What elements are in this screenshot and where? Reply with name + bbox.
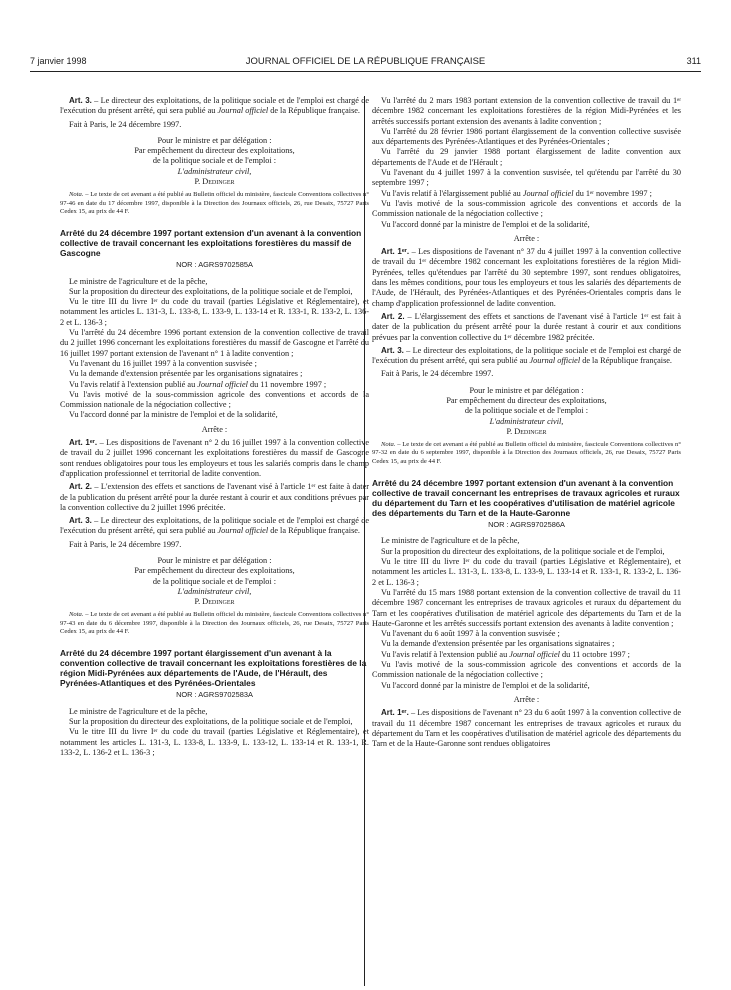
article-2-paragraph: Art. 2. – L'élargissement des effets et sanctions de l'avenant visé à l'article 1ᵉʳ est fait à dater de la publication du présent arrêté pour la durée restant à courir et aux conditions prévues par la convention collective du 1ᵉʳ décembre 1982 précitée. <box>372 311 681 342</box>
body-paragraph: Vu l'avis relatif à l'extension publié au Journal officiel du 11 novembre 1997 ; <box>69 379 327 389</box>
left-column <box>60 96 369 758</box>
body-paragraph: Vu l'accord donné par la ministre de l'emploi et de la solidarité, <box>69 410 278 420</box>
body-paragraph: Vu l'avis motivé de la sous-commission agricole des conventions et accords de la Commission nationale de la négociation collective ; <box>60 389 369 410</box>
signature-line: Par empêchement du directeur des exploitations, <box>134 566 295 576</box>
page-header <box>30 56 701 68</box>
journal-title: JOURNAL OFFICIEL DE LA RÉPUBLIQUE FRANÇAISE <box>245 56 486 67</box>
body-paragraph: Vu le titre III du livre Iᵉʳ du code du travail (parties Législative et Réglementaire), et notamment les articles L. 131-3, L. 133-8, L. 133-9, L. 133-14 et R. 133-1, R. 133-2, L. 136-2 et L. 136-3 ; <box>60 297 369 327</box>
nota-note: Nota. – Le texte de cet avenant a été publié au Bulletin officiel du ministère, fascicule Conventions collectives n° 97-43 en date du 6 décembre 1997, disponible à la Direction des Journaux officiels, 26, rue Desaix, 75727 Paris Cedex 15, au prix de 44 F. <box>60 611 369 635</box>
body-paragraph: Le ministre de l'agriculture et de la pêche, <box>381 536 520 546</box>
signature-line: de la politique sociale et de l'emploi : <box>152 576 277 586</box>
nor-reference: NOR : AGRS9702585A <box>176 260 253 270</box>
body-paragraph: Vu la demande d'extension présentée par les organisations signataires ; <box>69 369 303 379</box>
article-3-paragraph: Art. 3. – Le directeur des exploitations, de la politique sociale et de l'emploi est chargé de l'exécution du présent arrêté, qui sera publié au Journal officiel de la République française. <box>372 345 682 366</box>
article-1-paragraph: Art. 1ᵉʳ. – Les dispositions de l'avenant n° 23 du 6 août 1997 à la convention collective de travail du 11 décembre 1987 concernant les entreprises de travaux agricoles et ruraux du département du Tarn et les coopératives d'utilisation de matériel agricole des départements du Tarn et de la Haute-Garonne sont rendues obligatoires <box>372 708 682 749</box>
signature-line: Pour le ministre et par délégation : <box>157 555 272 565</box>
body-paragraph: Vu l'avenant du 4 juillet 1997 à la convention susvisée, tel qu'étendu par l'arrêté du 30 septembre 1997 ; <box>372 168 681 188</box>
body-paragraph: Vu l'avis motivé de la sous-commission agricole des conventions et accords de la Commission nationale de la négociation collective ; <box>372 660 681 680</box>
body-paragraph: Vu l'avis relatif à l'extension publié au Journal officiel du 11 octobre 1997 ; <box>381 649 630 659</box>
signature-line: Par empêchement du directeur des exploitations, <box>134 146 295 156</box>
body-paragraph: Le ministre de l'agriculture et de la pêche, <box>69 276 208 286</box>
signatory-name: P. Dedinger <box>506 426 547 436</box>
issue-date: 7 janvier 1998 <box>30 56 87 66</box>
signature-line: Par empêchement du directeur des exploitations, <box>446 396 607 406</box>
arrete-heading: Arrête : <box>513 694 540 704</box>
fait-line: Fait à Paris, le 24 décembre 1997. <box>69 119 182 129</box>
article-1-paragraph: Art. 1ᵉʳ. – Les dispositions de l'avenant n° 37 du 4 juillet 1997 à la convention collective de travail du 1ᵉʳ décembre 1982 concernant les exploitations forestières de la région Midi-Pyrénées, telles qu'étendues par l'arrêté du 30 septembre 1997, sont rendues obligatoires, dans les mêmes conditions, pour tous les employeurs et tous les salariés des départements de l'Aude, de l'Hérault, des Pyrénées-Atlantiques et des Pyrénées-Orientales compris dans le champ d'application professionnel de ladite convention. <box>372 247 681 308</box>
body-paragraph: Vu l'arrêté du 28 février 1986 portant élargissement de la convention collective susvisée aux départements des Pyrénées-Atlantiques et des Pyrénées-Orientales ; <box>372 126 681 147</box>
page-number: 311 <box>686 56 701 66</box>
body-paragraph: Vu l'arrêté du 29 janvier 1988 portant élargissement de ladite convention aux départements de l'Aude et de l'Hérault ; <box>372 147 681 167</box>
body-paragraph: Vu l'avenant du 16 juillet 1997 à la convention susvisée ; <box>69 358 257 368</box>
right-column <box>372 96 681 749</box>
body-paragraph: Sur la proposition du directeur des exploitations, de la politique sociale et de l'emploi, <box>381 546 665 556</box>
signature-line: Pour le ministre et par délégation : <box>157 135 272 145</box>
article-1-paragraph: Art. 1ᵉʳ. – Les dispositions de l'avenant n° 2 du 16 juillet 1997 à la convention collective de travail du 2 juillet 1996 concernant les exploitations forestières du massif de Gascogne sont rendues obligatoires pour tous les employeurs et tous les salariés compris dans le champ d'application professionnel et territorial de ladite convention. <box>60 438 369 478</box>
body-paragraph: Vu le titre III du livre Iᵉʳ du code du travail (parties Législative et Réglementaire), et notamment les articles L. 131-3, L. 133-8, L. 133-9, L. 133-14 et R. 133-1, R. 133-2, L. 136-2 et L. 136-3 ; <box>372 557 681 587</box>
body-paragraph: Vu l'avenant du 6 août 1997 à la convention susvisée ; <box>381 629 560 639</box>
article-3-paragraph: Art. 3. – Le directeur des exploitations, de la politique sociale et de l'emploi est chargé de l'exécution du présent arrêté, qui sera publié au Journal officiel de la République française. <box>60 516 370 536</box>
body-paragraph: Le ministre de l'agriculture et de la pêche, <box>69 706 208 716</box>
fait-line: Fait à Paris, le 24 décembre 1997. <box>381 369 494 379</box>
body-paragraph: Vu l'avis relatif à l'élargissement publié au Journal officiel du 1ᵉʳ novembre 1997 ; <box>381 188 652 198</box>
nota-note: Nota. – Le texte de cet avenant a été publié au Bulletin officiel du ministère, fascicule Conventions collectives n° 97-32 en date du 6 septembre 1997, disponible à la Direction des Journaux officiels, 26, rue Desaix, 75727 Paris Cedex 15, au prix de 44 F. <box>372 441 681 465</box>
arrete-heading: Arrête : <box>201 424 228 434</box>
arrete-heading: Arrête : <box>513 233 540 243</box>
arrete-title: Arrêté du 24 décembre 1997 portant élargissement d'un avenant à la convention collective de travail concernant les exploitations forestières de la région Midi-Pyrénées aux départements de l'Aude, de l'Hérault, des Pyrénées-Atlantiques et des Pyrénées-Orientales <box>60 648 367 689</box>
body-paragraph: Vu l'accord donné par la ministre de l'emploi et de la solidarité, <box>381 219 590 229</box>
body-paragraph: Vu l'arrêté du 15 mars 1988 portant extension de la convention collective de travail du 11 décembre 1987 concernant les entreprises de travaux agricoles et ruraux du département du Tarn et les coopératives d'utilisation de matériel agricole des départements du Tarn et de la Haute-Garonne et les arrêtés successifs portant extension des avenants à ladite convention ; <box>372 587 681 628</box>
body-paragraph: Vu l'arrêté du 24 décembre 1996 portant extension de la convention collective de travail du 2 juillet 1996 concernant les exploitations forestières du massif de Gascogne et l'arrêté du 16 juillet 1997 portant extension de l'avenant n° 1 à ladite convention ; <box>60 328 369 358</box>
signatory-name: P. Dedinger <box>194 177 235 187</box>
article-3-paragraph: Art. 3. – Le directeur des exploitations, de la politique sociale et de l'emploi est chargé de l'exécution du présent arrêté, qui sera publié au Journal officiel de la République française. <box>60 96 370 116</box>
signature-line: de la politique sociale et de l'emploi : <box>152 156 277 166</box>
arrete-title: Arrêté du 24 décembre 1997 portant extension d'un avenant à la convention collective de travail concernant les entreprises de travaux agricoles et ruraux du département du Tarn et les coopératives d'utilisation de matériel agricole des départements du Tarn et de la Haute-Garonne <box>372 477 680 519</box>
article-label: Art. 3. <box>69 96 92 105</box>
article-2-paragraph: Art. 2. – L'extension des effets et sanctions de l'avenant visé à l'article 1ᵉʳ est faite à dater de la publication du présent arrêté pour la durée restant à courir et aux conditions prévues par la convention collective du 2 juillet 1996 précitée. <box>60 482 370 512</box>
signature-line: L'administrateur civil, <box>177 166 252 176</box>
body-paragraph: Sur la proposition du directeur des exploitations, de la politique sociale et de l'emploi, <box>69 286 353 296</box>
signature-line: L'administrateur civil, <box>177 586 252 596</box>
body-paragraph: Vu l'accord donné par la ministre de l'emploi et de la solidarité, <box>381 680 590 690</box>
body-paragraph: Vu le titre III du livre Iᵉʳ du code du travail (parties Législative et Réglementaire), et notamment les articles L. 131-3, L. 133-8, L. 133-9, L. 133-12, L. 133-14 et R. 133-1, R. 133-2, L. 136-2 et L. 136-3 ; <box>60 727 369 757</box>
arrete-title: Arrêté du 24 décembre 1997 portant extension d'un avenant à la convention collective de travail concernant les exploitations forestières du massif de Gascogne <box>60 227 362 259</box>
signature-line: de la politique sociale et de l'emploi : <box>464 406 589 416</box>
header-rule <box>30 71 701 72</box>
body-paragraph: Sur la proposition du directeur des exploitations, de la politique sociale et de l'emploi, <box>69 717 353 727</box>
signature-line: Pour le ministre et par délégation : <box>469 385 584 395</box>
nor-reference: NOR : AGRS9702583A <box>176 690 253 700</box>
body-paragraph: Vu l'avis motivé de la sous-commission agricole des conventions et accords de la Commission nationale de la négociation collective ; <box>372 198 681 219</box>
signatory-name: P. Dedinger <box>194 597 235 607</box>
fait-line: Fait à Paris, le 24 décembre 1997. <box>69 539 182 549</box>
body-paragraph: Vu la demande d'extension présentée par les organisations signataires ; <box>381 639 615 649</box>
body-paragraph: Vu l'arrêté du 2 mars 1983 portant extension de la convention collective de travail du 1ᵉʳ décembre 1982 concernant les exploitations forestières de la région Midi-Pyrénées et les arrêtés successifs portant extension des avenants à ladite convention ; <box>372 96 681 126</box>
signature-line: L'administrateur civil, <box>489 416 564 426</box>
nota-note: Nota. – Le texte de cet avenant a été publié au Bulletin officiel du ministère, fascicule Conventions collectives n° 97-46 en date du 17 décembre 1997, disponible à la Direction des Journaux officiels, 26, rue Desaix, 75727 Paris Cedex 15, au prix de 44 F. <box>60 191 369 215</box>
nor-reference: NOR : AGRS9702586A <box>488 520 565 530</box>
